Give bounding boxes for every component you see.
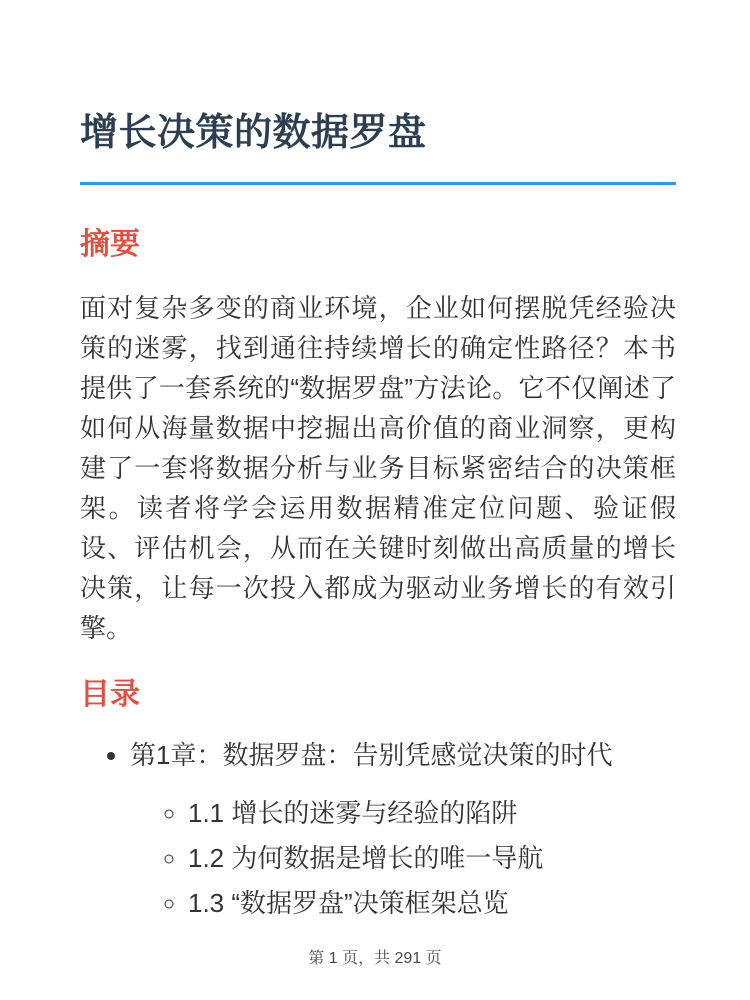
toc-subitem: ◦ 1.1 增长的迷雾与经验的陷阱 (188, 799, 676, 828)
toc-heading: 目录 (80, 677, 140, 711)
title-divider (80, 182, 676, 185)
toc-subitem: ◦ 1.3 “数据罗盘”决策框架总览 (188, 889, 676, 918)
page-title: 增长决策的数据罗盘 (80, 112, 427, 154)
toc-subitem: ◦ 1.2 为何数据是增长的唯一导航 (188, 844, 676, 873)
toc-chapter-label: 第1章：数据罗盘：告别凭感觉决策的时代 (130, 739, 613, 770)
abstract-heading: 摘要 (80, 227, 140, 261)
toc-sublist (130, 799, 676, 918)
page-footer: 第 1 页，共 291 页 (308, 950, 442, 967)
toc-chapter-item (130, 741, 676, 918)
abstract-body: 面对复杂多变的商业环境，企业如何摆脱凭经验决策的迷雾，找到通往持续增长的确定性路径？本书提供了一套系统的“数据罗盘”方法论。它不仅阐述了如何从海量数据中挖掘出高价值的商业洞察，更构建了一套将数据分析与业务目标紧密结合的决策框架。读者将学会运用数据精准定位问题、验证假设、评估机会，从而在关键时刻做出高质量的增长决策，让每一次投入都成为驱动业务增长的有效引擎。 (80, 292, 676, 643)
toc-list (80, 741, 676, 918)
